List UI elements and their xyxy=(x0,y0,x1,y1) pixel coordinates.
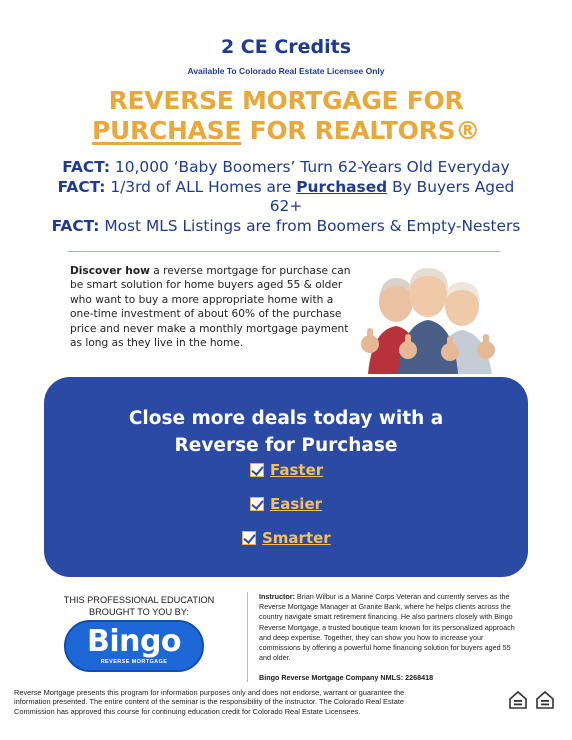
nmls-number: Bingo Reverse Mortgage Company NMLS: 2268418 xyxy=(259,673,434,682)
fact-item xyxy=(40,217,532,237)
equal-housing-lender-icon xyxy=(535,690,555,710)
fact-label: FACT: xyxy=(51,216,100,235)
vertical-divider xyxy=(247,592,248,682)
intro-lead: Discover how xyxy=(70,265,150,277)
fact-text: 1/3rd of ALL Homes are xyxy=(105,177,297,196)
checkbox-icon xyxy=(250,463,264,477)
fact-item xyxy=(40,178,532,217)
availability-note: Available To Colorado Real Estate Licensee Only xyxy=(187,66,385,76)
benefit-item xyxy=(242,529,331,547)
headline xyxy=(0,86,572,146)
logo-wordmark: Bingo xyxy=(86,624,182,659)
headline-line1: REVERSE MORTGAGE FOR xyxy=(108,86,464,115)
benefit-item xyxy=(250,461,323,479)
logo-subtitle: REVERSE MORTGAGE xyxy=(100,659,168,665)
bingo-logo xyxy=(64,620,204,672)
panel-title xyxy=(44,405,528,459)
instructor-bio-text: Brian Wilbur is a Marine Corps Veteran and currently serves as the Reverse Mortgage Manager at Granite Bank, where he helps clients across the country navigate smart retirement financing. He also partners closely with Bingo Reverse Mortgage, a trusted boutique team known for its personalized approach and deep expertise. Together, they can show you how to increase your commissions by offering a powerful home financing solution for buyers aged 55 and older. xyxy=(259,592,515,663)
fact-text: 10,000 ‘Baby Boomers’ Turn 62-Years Old Everyday xyxy=(110,158,510,176)
disclaimer: Reverse Mortgage presents this program for information purposes only and does not endorse, warrant or guarantee the information presented. The entire content of the seminar is the responsibility of the instructor. The Colorado Real Estate Commission has approved this course for continuing education credit for Colorado Real Estate Licensees. xyxy=(14,688,405,716)
benefit-item xyxy=(250,495,322,513)
instructor-label: Instructor: xyxy=(259,592,295,601)
fact-item xyxy=(40,158,532,178)
benefit-label: Faster xyxy=(270,461,324,479)
seniors-thumbs-up-photo xyxy=(358,258,498,374)
panel-title-line1: Close more deals today with a xyxy=(128,408,444,429)
panel-title-line2: Reverse for Purchase xyxy=(174,435,398,456)
intro-body: a reverse mortgage for purchase can be smart solution for home buyers aged 55 & older who want to buy a more appropriate home with a one-time investment of about 60% of the purchase price and never make a monthly mortgage payment as long as they live in the home. xyxy=(70,265,351,350)
fact-label: FACT: xyxy=(62,158,111,176)
benefit-label: Smarter xyxy=(262,529,331,547)
facts-list xyxy=(40,158,532,236)
sponsor-label-line1: THIS PROFESSIONAL EDUCATION xyxy=(63,595,215,605)
fact-text: Most MLS Listings are from Boomers & Empty-Nesters xyxy=(99,216,521,235)
benefits-panel xyxy=(44,377,528,577)
intro-paragraph xyxy=(70,264,360,350)
ce-credits-title: 2 CE Credits xyxy=(220,36,352,58)
checkbox-icon xyxy=(250,497,264,511)
headline-purchase: PURCHASE xyxy=(91,116,242,145)
headline-line2-rest: FOR REALTORS® xyxy=(241,116,480,145)
fact-label: FACT: xyxy=(57,177,106,196)
benefit-label: Easier xyxy=(270,495,323,513)
section-divider xyxy=(68,251,500,252)
headline-line2 xyxy=(0,116,572,146)
equal-housing-opportunity-icon xyxy=(508,690,528,710)
sponsor-label xyxy=(44,595,234,618)
fact-emphasis: Purchased xyxy=(296,177,388,196)
sponsor-label-line2: BROUGHT TO YOU BY: xyxy=(89,606,189,617)
fact-text: By Buyers Aged 62+ xyxy=(269,177,515,215)
instructor-bio xyxy=(259,592,521,663)
checkbox-icon xyxy=(242,531,256,545)
